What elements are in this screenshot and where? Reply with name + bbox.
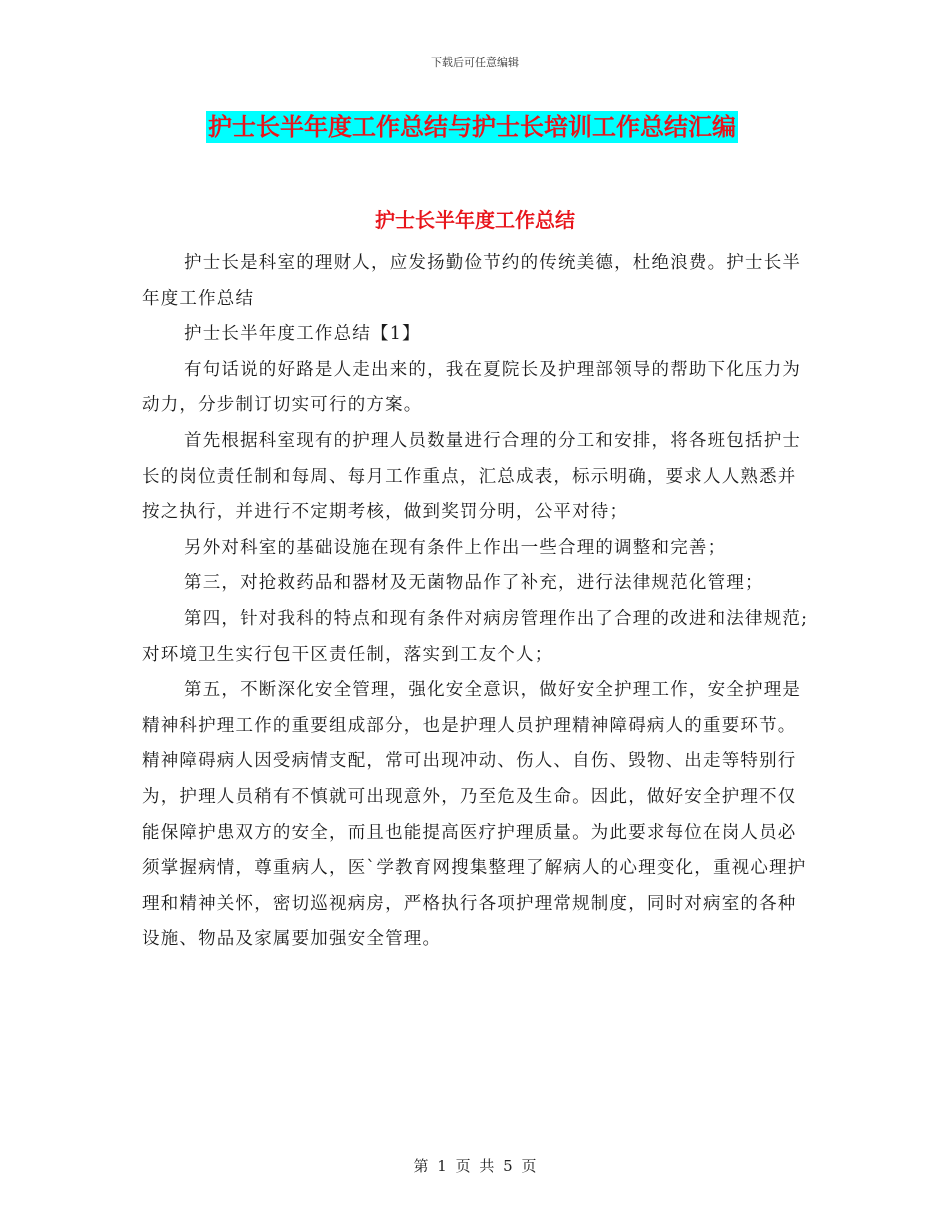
document-title: 护士长半年度工作总结与护士长培训工作总结汇编 xyxy=(208,112,736,141)
paragraph: 第五，不断深化安全管理，强化安全意识，做好安全护理工作，安全护理是精神科护理工作的重要组成部分，也是护理人员护理精神障碍病人的重要环节。精神障碍病人因受病情支配，常可出现冲动、伤人、自伤、毁物、出走等特别行为，护理人员稍有不慎就可出现意外，乃至危及生命。因此，做好安全护理不仅能保障护患双方的安全，而且也能提高医疗护理质量。为此要求每位在岗人员必须掌握病情，尊重病人，医`学教育网搜集整理了解病人的心理变化，重视心理护理和精神关怀，密切巡视病房，严格执行各项护理常规制度，同时对病室的各种设施、物品及家属要加强安全管理。 xyxy=(142,680,807,950)
paragraph: 首先根据科室现有的护理人员数量进行合理的分工和安排，将各班包括护士长的岗位责任制和每周、每月工作重点，汇总成表，标示明确，要求人人熟悉并按之执行，并进行不定期考核，做到奖罚分明，公平对待； xyxy=(142,430,802,523)
section-title: 护士长半年度工作总结 xyxy=(375,208,575,232)
paragraph: 另外对科室的基础设施在现有条件上作出一些合理的调整和完善； xyxy=(184,537,727,558)
paragraph: 有句话说的好路是人走出来的，我在夏院长及护理部领导的帮助下化压力为动力，分步制订切实可行的方案。 xyxy=(142,359,802,416)
paragraph: 护士长半年度工作总结【1】 xyxy=(184,324,421,345)
body-text xyxy=(142,246,812,958)
paragraph: 第四，针对我科的特点和现有条件对病房管理作出了合理的改进和法律规范;对环境卫生实行包干区责任制，落实到工友个人； xyxy=(142,608,809,665)
paragraph: 第三，对抢救药品和器材及无菌物品作了补充，进行法律规范化管理； xyxy=(184,573,764,594)
header-note: 下载后可任意编辑 xyxy=(431,56,519,69)
page-footer: 第 1 页 共 5 页 xyxy=(413,1157,537,1175)
paragraph: 护士长是科室的理财人，应发扬勤俭节约的传统美德，杜绝浪费。护士长半年度工作总结 xyxy=(142,253,802,309)
